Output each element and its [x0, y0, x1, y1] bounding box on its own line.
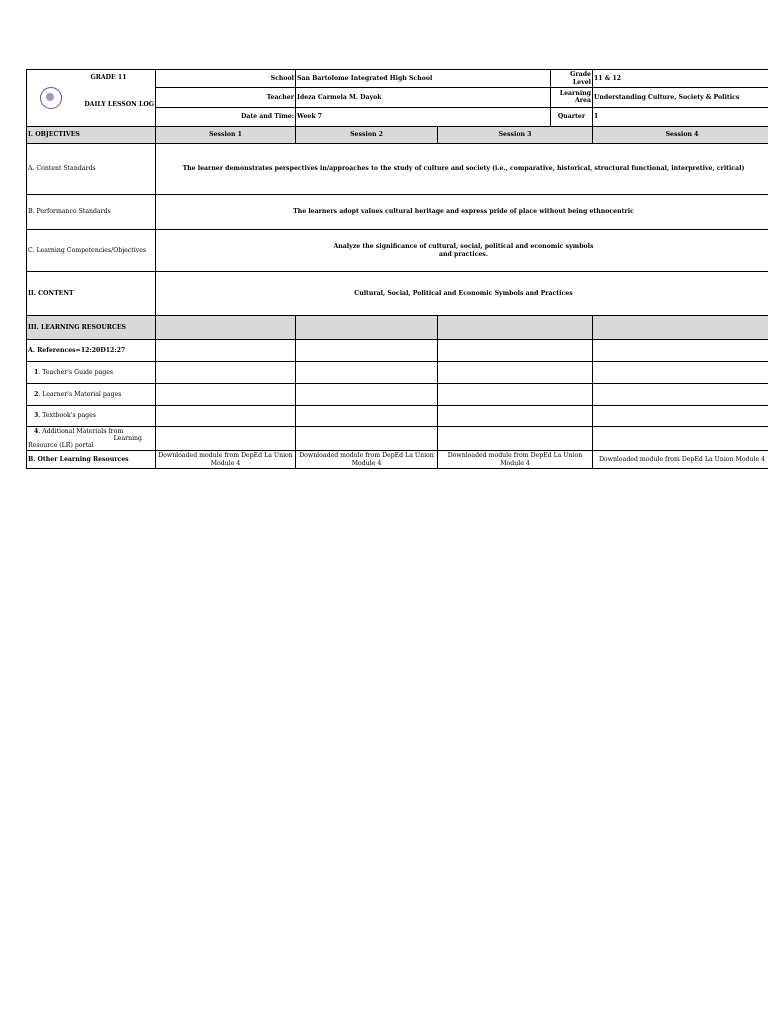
teacher-label: Teacher [156, 88, 296, 107]
header-logo-cell [27, 70, 156, 127]
other-resources-cell-4: Downloaded module from DepEd La Union Module 4 [593, 451, 768, 469]
tg-cell-3 [438, 362, 593, 384]
learners-material-text: . Learner's Material pages [38, 390, 122, 398]
lm-cell-4 [593, 384, 768, 406]
log-title: DAILY LESSON LOG [84, 101, 154, 108]
other-resources-cell-2: Downloaded module from DepEd La Union Module 4 [296, 451, 438, 469]
tg-cell-4 [593, 362, 768, 384]
resources-cell-4 [593, 316, 768, 340]
add-cell-2 [296, 427, 438, 451]
tb-cell-3 [438, 406, 593, 427]
content-text: Cultural, Social, Political and Economic Symbols and Practices [156, 272, 768, 316]
additional-materials-number: 4 [34, 427, 39, 435]
objectives-heading: I. OBJECTIVES [27, 127, 156, 144]
references-cell-4 [593, 340, 768, 362]
textbook-number: 3 [34, 412, 39, 420]
references-label: A. References=12:20D12:27 [27, 340, 156, 362]
deped-seal-icon [40, 87, 62, 109]
references-cell-2 [296, 340, 438, 362]
date-label: Date and Time: [156, 107, 296, 126]
additional-materials-text-3: Resource (LR) portal [28, 442, 94, 450]
learning-resources-heading: III. LEARNING RESOURCES [27, 316, 156, 340]
textbook-text: . Textbook's pages [38, 412, 96, 420]
add-cell-1 [156, 427, 296, 451]
resources-cell-3 [438, 316, 593, 340]
add-cell-3 [438, 427, 593, 451]
references-cell-1 [156, 340, 296, 362]
quarter-label: Quarter [551, 107, 593, 126]
tb-cell-4 [593, 406, 768, 427]
grade-level-label: Grade Level [551, 70, 593, 88]
competencies-content: Analyze the significance of cultural, social, political and economic symbols and practices. [333, 243, 594, 258]
textbook-label [27, 406, 156, 427]
teachers-guide-number: 1 [34, 368, 39, 376]
tb-cell-1 [156, 406, 296, 427]
other-resources-cell-3: Downloaded module from DepEd La Union Module 4 [438, 451, 593, 469]
session-4-header: Session 4 [593, 127, 768, 144]
tg-cell-1 [156, 362, 296, 384]
references-cell-3 [438, 340, 593, 362]
daily-lesson-log-table [26, 69, 768, 469]
lm-cell-3 [438, 384, 593, 406]
teacher-value: Ideza Carmela M. Dayok [296, 88, 551, 107]
date-value: Week 7 [296, 107, 551, 126]
teachers-guide-text: . Teacher's Guide pages [38, 368, 114, 376]
session-3-header: Session 3 [438, 127, 593, 144]
content-standards-text: The learner demonstrates perspectives in/approaches to the study of culture and society (i.e., comparative, historical, structural functional, interpretive, critical) [156, 144, 768, 195]
learners-material-label [27, 384, 156, 406]
teachers-guide-label [27, 362, 156, 384]
additional-materials-text-2: Learning [113, 434, 142, 442]
competencies-label: C. Learning Competencies/Objectives [27, 230, 156, 272]
learners-material-number: 2 [34, 390, 39, 398]
lm-cell-1 [156, 384, 296, 406]
grade-level-value: 11 & 12 [593, 70, 768, 88]
grade-title: GRADE 11 [90, 74, 127, 81]
lm-cell-2 [296, 384, 438, 406]
performance-standards-text: The learners adopt values cultural heritage and express pride of place without being ethnocentric [156, 195, 768, 230]
additional-materials-text-1: . Additional Materials from [38, 427, 124, 435]
add-cell-4 [593, 427, 768, 451]
competencies-text [156, 230, 768, 272]
learning-area-label: Learning Area [551, 88, 593, 107]
content-label: II. CONTENT [27, 272, 156, 316]
learning-area-value: Understanding Culture, Society & Politics [593, 88, 768, 107]
tg-cell-2 [296, 362, 438, 384]
session-2-header: Session 2 [296, 127, 438, 144]
other-resources-cell-1: Downloaded module from DepEd La Union Module 4 [156, 451, 296, 469]
additional-materials-label [27, 427, 156, 451]
resources-cell-1 [156, 316, 296, 340]
tb-cell-2 [296, 406, 438, 427]
school-value: San Bartolome Integrated High School [296, 70, 551, 88]
performance-standards-label: B. Performance Standards [27, 195, 156, 230]
content-standards-label: A. Content Standards [27, 144, 156, 195]
other-resources-label: B. Other Learning Resources [27, 451, 156, 469]
quarter-value: 1 [593, 107, 768, 126]
school-label: School [156, 70, 296, 88]
resources-cell-2 [296, 316, 438, 340]
session-1-header: Session 1 [156, 127, 296, 144]
